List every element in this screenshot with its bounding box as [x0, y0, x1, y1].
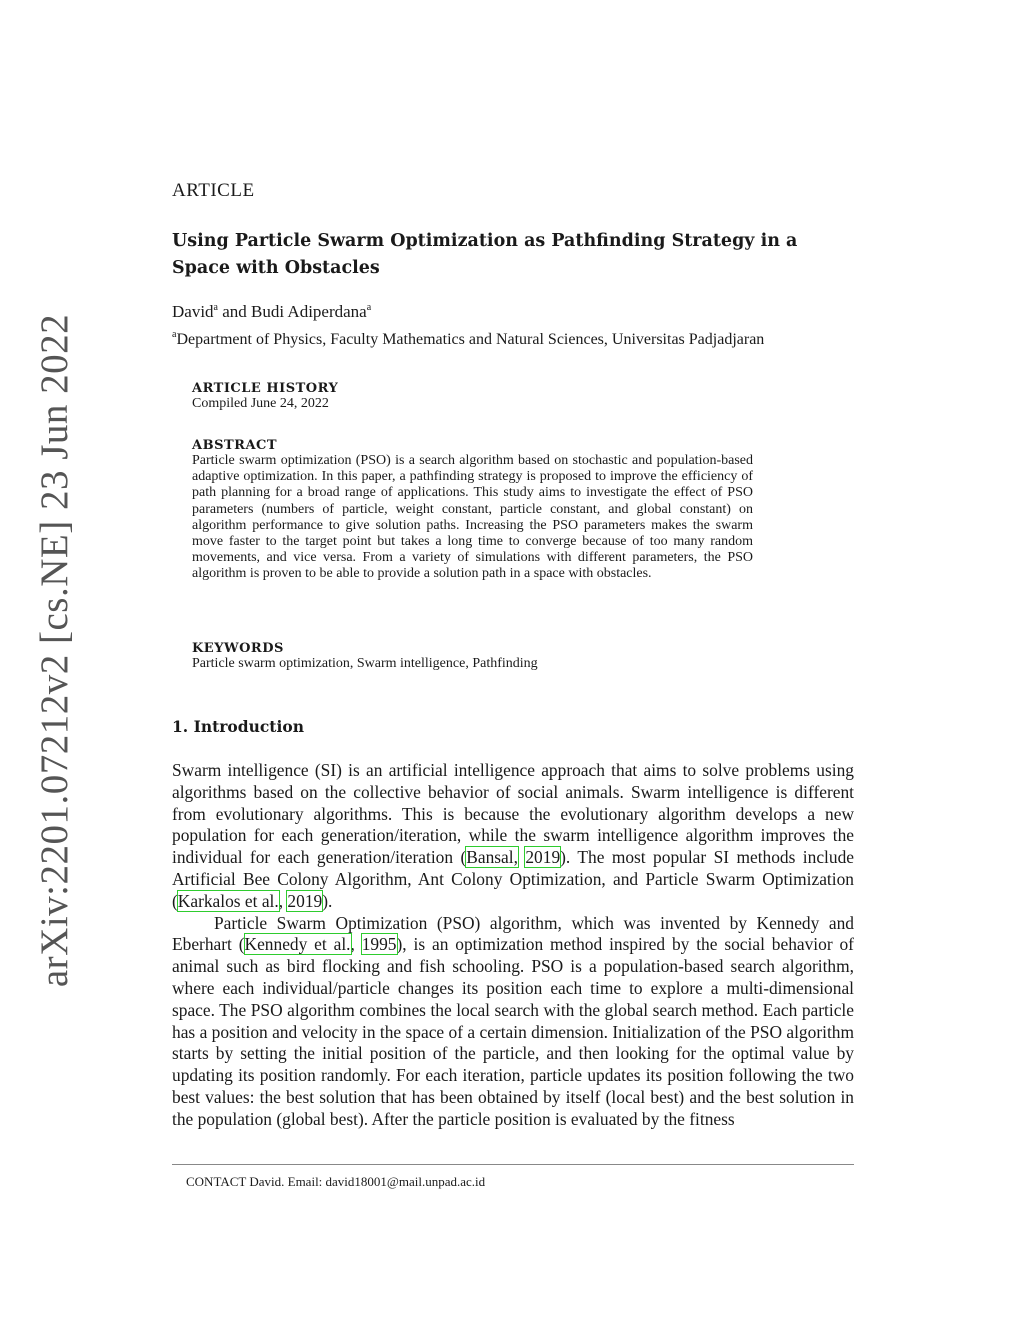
abstract-text: Particle swarm optimization (PSO) is a search algorithm based on stochastic and population-based adaptive optimization. In this paper, a pathfinding strategy is proposed to improve the efficiency of path planning for a broad range of applications. This study aims to investigate the effect of PSO parameters (numbers of particle, weight constant, particle constant, and global constant) on algorithm performance to give solution paths. Increasing the PSO parameters makes the swarm move faster to the target point but takes a long time to converge because of too many random movements, and vice versa. From a variety of simulations with different parameters, the PSO algorithm is proven to be able to provide a solution path in a space with obstacles.: [192, 453, 753, 582]
citation-link[interactable]: 2019: [287, 890, 323, 911]
article-history: [192, 381, 753, 412]
text-run: ,: [350, 934, 362, 955]
paragraph: [172, 760, 854, 913]
citation-link[interactable]: Karkalos et al.: [177, 890, 279, 911]
abstract-heading: ABSTRACT: [192, 438, 278, 453]
text-run: ,: [278, 890, 288, 911]
author-name: David: [172, 302, 214, 321]
text-run: ). The most popular SI methods include Artificial Bee Colony Algorithm, Ant Colony Optimization, and Particle Swarm Optimization (: [172, 847, 854, 911]
citation-link[interactable]: 2019: [525, 847, 561, 868]
author-name: Budi Adiperdana: [251, 302, 367, 321]
affiliation: [172, 331, 764, 349]
citation-link[interactable]: Kennedy et al.: [244, 934, 351, 955]
author-joiner: and: [218, 302, 252, 321]
text-run: ), is an optimization method inspired by the social behavior of animal such as bird flocking and fish schooling. PSO is a population-based search algorithm, where each individual/particle changes its position each time to explore a multi-dimensional space. The PSO algorithm combines the local search with the global search method. Each particle has a position and velocity in the space of a certain dimension. Initialization of the PSO algorithm starts by setting the initial position of the particle, and then looking for the optimal value by updating its position randomly. For each iteration, particle updates its position following the two best values: the best solution that has been obtained by itself (local best) and the best solution in the population (global best). After the particle position is evaluated by the fitness: [172, 934, 854, 1129]
arxiv-sidebar-stamp: [30, 313, 80, 987]
contact-footnote: CONTACT David. Email: david18001@mail.unpad.ac.id: [186, 1174, 486, 1189]
compiled-date: Compiled June 24, 2022: [192, 396, 329, 411]
footnote-rule: [172, 1164, 854, 1165]
author-affil-mark: a: [213, 302, 218, 313]
keywords-text: Particle swarm optimization, Swarm intelligence, Pathfinding: [192, 656, 538, 671]
article-label: ARTICLE: [172, 180, 255, 201]
section-heading: 1. Introduction: [172, 717, 304, 736]
body-text: [172, 760, 854, 1131]
affiliation-mark: a: [172, 329, 177, 340]
text-run: ).: [322, 890, 333, 911]
paper-title: Using Particle Swarm Optimization as Pathfinding Strategy in a Space with Obstacles: [172, 231, 798, 278]
author-affil-mark: a: [366, 302, 372, 313]
text-run: Swarm intelligence (SI) is an artificial intelligence approach that aims to solve problems using algorithms based on the collective behavior of social animals. Swarm intelligence is different from evolutionary algorithms. This is because the evolutionary algorithm develops a new population for each generation/iteration, while the swarm intelligence algorithm improves the individual for each generation/iteration (: [172, 760, 854, 868]
keywords: [192, 641, 753, 672]
keywords-heading: KEYWORDS: [192, 641, 284, 656]
abstract: [192, 438, 753, 583]
affiliation-text: Department of Physics, Faculty Mathematics and Natural Sciences, Universitas Padjadjaran: [176, 331, 765, 348]
author-line: [172, 302, 371, 322]
text-run: Particle Swarm Optimization (PSO) algorithm, which was invented by Kennedy and Eberhart (: [172, 912, 854, 955]
citation-link[interactable]: 1995: [361, 934, 397, 955]
arxiv-id: arXiv:2201.07212v2 [cs.NE] 23 Jun 2022: [33, 313, 77, 987]
paragraph: [172, 913, 854, 1131]
citation-link[interactable]: Bansal,: [466, 847, 518, 868]
history-heading: ARTICLE HISTORY: [192, 381, 339, 396]
